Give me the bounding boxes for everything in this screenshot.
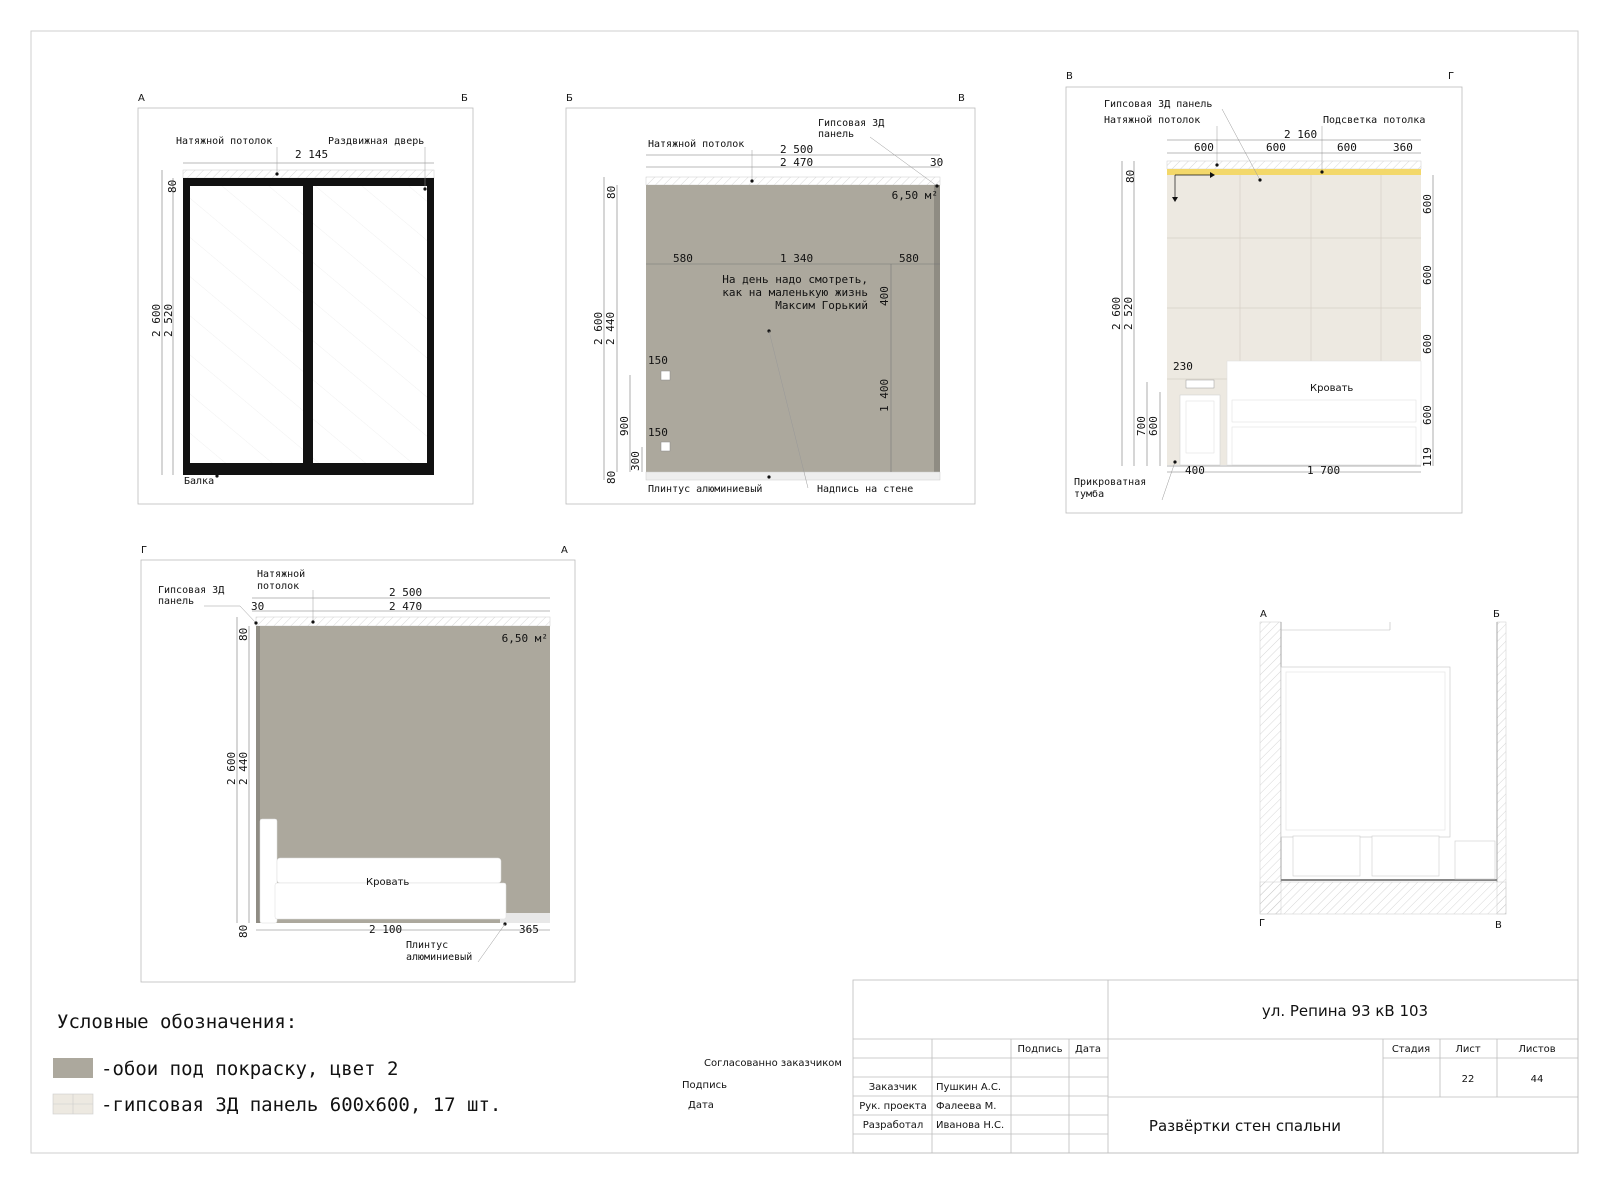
name-manager: Фалеева М.: [936, 1101, 997, 1112]
socket: [661, 442, 670, 451]
elevation-vg: [1066, 71, 1462, 513]
dim-700: 700: [1135, 416, 1148, 436]
name-customer: Пушкин А.С.: [936, 1082, 1002, 1093]
label-inscription: Надпись на стене: [817, 484, 914, 495]
elevation-ga: [141, 545, 575, 982]
col-signature: Подпись: [1017, 1044, 1063, 1055]
dim-80: 80: [605, 185, 618, 199]
label-panel: панель: [818, 129, 855, 140]
approval-date: Дата: [688, 1100, 714, 1111]
bed-headboard: [260, 819, 277, 923]
dim-600: 600: [1147, 416, 1160, 436]
label-ceiling: Натяжной потолок: [176, 136, 273, 147]
sheet-number: 22: [1461, 1074, 1475, 1085]
label-ceiling: Натяжной потолок: [1104, 115, 1201, 126]
stage-label: Стадия: [1391, 1044, 1431, 1055]
dim-seg: 600: [1337, 141, 1357, 154]
sheet-label: Лист: [1455, 1044, 1481, 1055]
dim-seg: 600: [1266, 141, 1286, 154]
plan-nightstand: [1455, 841, 1495, 879]
label-bed: Кровать: [1310, 383, 1354, 394]
dim-seg: 360: [1393, 141, 1413, 154]
dim-h1: 2 600: [225, 751, 238, 785]
dim-h2: 2 440: [604, 311, 617, 345]
dim-center: 1 340: [780, 252, 814, 265]
sheets-total: 44: [1530, 1074, 1544, 1085]
dim-row: 600: [1421, 194, 1434, 214]
elevation-bv: [566, 93, 975, 504]
legend-item-panel: -гипсовая 3Д панель 600х600, 17 шт.: [101, 1094, 502, 1116]
dim-seg: 600: [1194, 141, 1214, 154]
dim-80: 80: [1124, 169, 1137, 183]
label-panel: Гипсовая 3Д панель: [1104, 99, 1213, 110]
dim-150: 150: [648, 426, 668, 439]
approval-agreed: Согласованно заказчиком: [704, 1058, 842, 1069]
corner-label: А: [561, 545, 568, 556]
plan-bed: [1281, 667, 1450, 837]
socket: [661, 371, 670, 380]
dim-row: 600: [1421, 265, 1434, 285]
dim-row: 600: [1421, 334, 1434, 354]
legend-swatch-paint: [53, 1058, 93, 1078]
dim-top: 80: [166, 179, 179, 193]
dim-h1: 2 600: [1110, 296, 1123, 330]
dim-h2: 2 440: [237, 751, 250, 785]
dim-side: 30: [251, 600, 265, 613]
dim-80: 80: [605, 470, 618, 484]
dim-total: 2 160: [1284, 128, 1318, 141]
dim-total: 2 500: [780, 143, 814, 156]
area-label: 6,50 м²: [501, 632, 548, 645]
painted-wall: [646, 185, 940, 472]
dim-150: 150: [648, 354, 668, 367]
label-nightstand: тумба: [1074, 489, 1105, 500]
role-customer: Заказчик: [868, 1082, 918, 1093]
label-door: Раздвижная дверь: [328, 136, 425, 147]
project-address: ул. Репина 93 кВ 103: [1261, 1002, 1429, 1020]
corner-label: Б: [461, 93, 468, 104]
elevation-ab: [138, 93, 473, 504]
corner-label: Г: [1259, 918, 1266, 929]
area-label: 6,50 м²: [891, 189, 938, 202]
dim-400: 400: [1185, 464, 1205, 477]
drawing-title: Развёртки стен спальни: [1148, 1117, 1342, 1135]
label-nightstand: Прикроватная: [1074, 477, 1147, 488]
label-ceiling: Натяжной: [257, 569, 306, 580]
label-beam: Балка: [184, 476, 215, 487]
role-developer: Разработал: [862, 1120, 924, 1131]
wall-quote-1: На день надо смотреть,: [722, 273, 868, 286]
bed: [1227, 361, 1421, 465]
label-plinth: Плинтус: [406, 940, 449, 951]
corner-label: В: [958, 93, 965, 104]
legend: [53, 1011, 501, 1116]
dim-total: 2 500: [389, 586, 423, 599]
dim-1700: 1 700: [1307, 464, 1341, 477]
dim-1400: 1 400: [878, 378, 891, 412]
label-panel: панель: [158, 596, 195, 607]
col-date: Дата: [1075, 1044, 1101, 1055]
dim-row: 600: [1421, 405, 1434, 425]
corner-label: Б: [1493, 609, 1500, 620]
dim-365: 365: [519, 923, 539, 936]
label-panel: Гипсовая 3Д: [158, 585, 225, 596]
dim-900: 900: [618, 416, 631, 436]
dim-side: 30: [930, 156, 944, 169]
dim-inner: 2 470: [389, 600, 423, 613]
dim-119: 119: [1421, 447, 1434, 467]
corner-label: Г: [1448, 71, 1455, 82]
dim-80: 80: [237, 924, 250, 938]
dim-h2: 2 520: [162, 303, 175, 337]
dim-h1: 2 600: [150, 303, 163, 337]
label-plinth: Плинтус алюминиевый: [648, 484, 763, 495]
corner-label: Г: [141, 545, 148, 556]
wall-quote-3: Максим Горький: [775, 299, 868, 312]
corner-label: А: [138, 93, 145, 104]
dim-400: 400: [878, 286, 891, 306]
dim-h2: 2 520: [1122, 296, 1135, 330]
label-ceiling: потолок: [257, 581, 300, 592]
led-strip: [1167, 169, 1421, 175]
dim-2100: 2 100: [369, 923, 403, 936]
dim-right: 580: [899, 252, 919, 265]
room-plan: [1259, 609, 1506, 931]
approval-signature: Подпись: [682, 1080, 727, 1091]
corner-label: В: [1495, 920, 1502, 931]
name-developer: Иванова Н.С.: [936, 1120, 1005, 1131]
label-bed: Кровать: [366, 877, 410, 888]
corner-label: В: [1066, 71, 1073, 82]
corner-label: Б: [566, 93, 573, 104]
label-light: Подсветка потолка: [1323, 115, 1426, 126]
label-plinth: алюминиевый: [406, 952, 473, 963]
dim-inner: 2 470: [780, 156, 814, 169]
dim-230: 230: [1173, 360, 1193, 373]
wall-quote-2: как на маленькую жизнь: [722, 286, 868, 299]
legend-item-paint: -обои под покраску, цвет 2: [101, 1058, 399, 1080]
dim-300: 300: [629, 451, 642, 471]
dim-width: 2 145: [295, 148, 329, 161]
label-ceiling: Натяжной потолок: [648, 139, 745, 150]
dim-80: 80: [237, 627, 250, 641]
legend-title: Условные обозначения:: [57, 1011, 298, 1033]
role-manager: Рук. проекта: [859, 1101, 927, 1112]
dim-h1: 2 600: [592, 311, 605, 345]
label-panel: Гипсовая 3Д: [818, 118, 885, 129]
corner-label: А: [1260, 609, 1267, 620]
approval-block: [682, 1058, 842, 1111]
dim-left: 580: [673, 252, 693, 265]
sheets-label: Листов: [1518, 1044, 1556, 1055]
plinth: [646, 472, 940, 480]
